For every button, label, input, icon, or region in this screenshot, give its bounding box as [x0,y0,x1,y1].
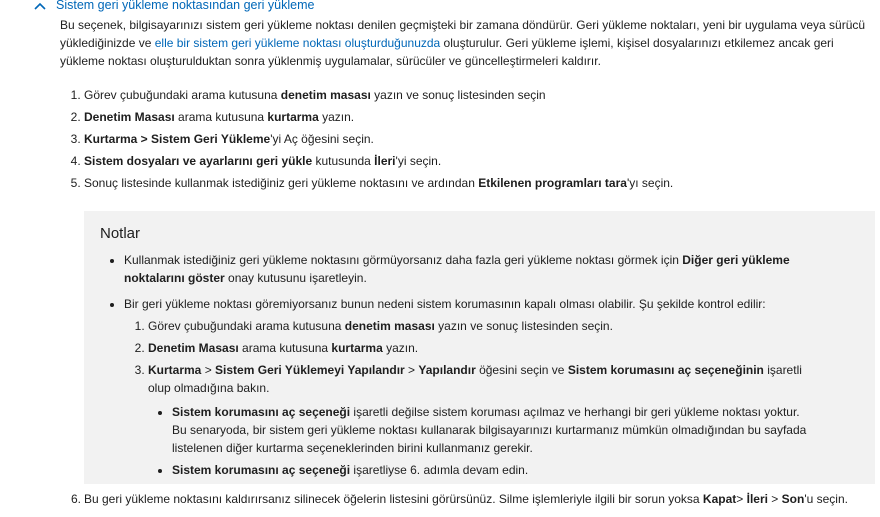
section-header[interactable] [34,0,314,13]
case-item: • Sistem korumasını aç seçeneği işaretliyse 6. adımla devam edin. [172,461,812,479]
steps-list [60,86,880,196]
notes-title: Notlar [100,225,141,242]
case-item: • Sistem korumasını aç seçeneği işaretli değilse sistem koruması açılmaz ve herhangi bir geri yükleme noktası yoktur. Bu senaryoda, bir sistem geri yükleme noktası kullanarak bilgisayarınızı kurtarmanız mümkün olmadığından bu sayfada listelenen diğer kurtarma seçeneklerinden birini kullanmanız gerekir. [172,403,812,461]
note-item: • Kullanmak istediğiniz geri yükleme noktasını görmüyorsanız daha fazla geri yükleme noktası görmek için Diğer geri yükleme noktalarını göster onay kutusunu işaretleyin. [124,251,824,295]
intro-paragraph: Bu seçenek, bilgisayarınızı sistem geri yükleme noktası denilen geçmişteki bir zamana döndürür. Geri yükleme noktaları, yeni bir uygulama veya sürücü yüklediğinizde ve elle bir sistem geri yükleme noktası oluşturduğunuzda oluşturulur. Geri yükleme işlemi, kişisel dosyalarınızı etkilemez ancak geri yükleme noktası oluşturulduktan sonra yüklenmiş uygulamalar, sürücüler ve güncelleştirmeleri kaldırır. [60,18,866,68]
check-steps-list [124,317,824,479]
check-step-3: 3. Kurtarma > Sistem Geri Yüklemeyi Yapılandır > Yapılandır öğesini seçin ve Sistem korumasını aç seçeneğinin işaretli olup olmadığına bakın. • Sistem korumasını aç seçeneği işaretli değilse sistem koruması açılmaz ve herhangi bir geri yükleme noktası yoktur. Bu senaryoda, bir sistem geri yükleme noktası kullanarak bilgisayarınızı kurtarmanız mümkün olmadığından bu sayfada listelenen diğer kurtarma seçeneklerinden birini kullanmanız gerekir. • Sistem korumasını aç seçeneği işaretliyse 6. adımla devam edin. [148,361,824,479]
chevron-up-icon[interactable] [34,0,52,11]
step-1: 1. Görev çubuğundaki arama kutusuna denetim masası yazın ve sonuç listesinden seçin [84,86,880,108]
protection-cases-list [148,403,812,479]
create-restore-point-link[interactable]: elle bir sistem geri yükleme noktası oluşturduğunuzda [154,36,441,50]
note-item: • Bir geri yükleme noktası göremiyorsanız bunun nedeni sistem korumasının kapalı olması olabilir. Şu şekilde kontrol edilir: 1. Görev çubuğundaki arama kutusuna denetim masası yazın ve sonuç listesinden seçin. 2. Denetim Masası arama kutusuna kurtarma yazın. 3. Kurtarma > Sistem Geri Yüklemeyi Yapılandır > Yapılandır öğesini seçin ve Sistem korumasını aç seçeneğinin işaretli olup olmadığına bakın. • Sistem korumasını aç seçeneği işaretli değilse sistem koruması açılmaz ve herhangi bir geri yükleme noktası yoktur. Bu senaryoda, bir sistem geri yükleme noktası kullanarak bilgisayarınızı kurtarmanız mümkün olmadığından bu sayfada listelenen diğer kurtarma seçeneklerinden birini kullanmanız gerekir. • Sistem korumasını aç seçeneği işaretliyse 6. adımla devam edin. [124,295,824,479]
step-3: 3. Kurtarma > Sistem Geri Yükleme'yi Aç öğesini seçin. [84,130,880,152]
step-2: 2. Denetim Masası arama kutusuna kurtarma yazın. [84,108,880,130]
check-step-1: 1. Görev çubuğundaki arama kutusuna denetim masası yazın ve sonuç listesinden seçin. [148,317,824,339]
notes-list [124,251,824,479]
step-6: 6. Bu geri yükleme noktasını kaldırırsanız silinecek öğelerin listesini görürsünüz. Silme işlemleriyle ilgili bir sorun yoksa Kapat> İleri > Son'u seçin. [71,492,848,506]
section-title[interactable]: Sistem geri yükleme noktasından geri yükleme [56,0,315,12]
check-step-2: 2. Denetim Masası arama kutusuna kurtarma yazın. [148,339,824,361]
step-5: 5. Sonuç listesinde kullanmak istediğiniz geri yükleme noktasını ve ardından Etkilenen programları tara'yı seçin. [84,174,880,196]
step-4: 4. Sistem dosyaları ve ayarlarını geri yükle kutusunda İleri'yi seçin. [84,152,880,174]
notes-box [84,211,875,484]
